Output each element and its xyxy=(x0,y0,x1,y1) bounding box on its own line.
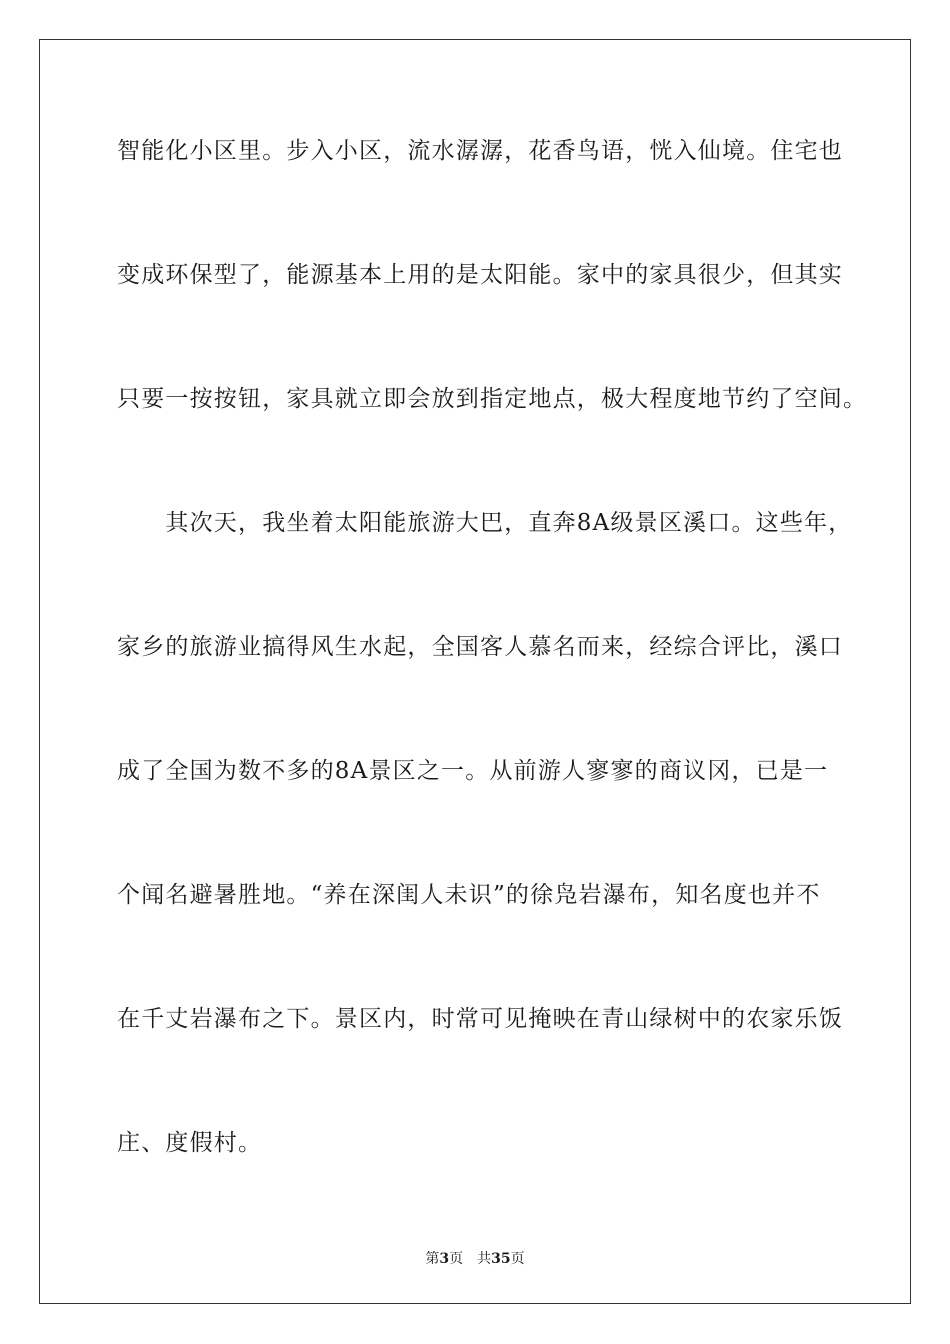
page-prefix: 第 xyxy=(425,1251,440,1267)
text-line-2: 变成环保型了，能源基本上用的是太阳能。家中的家具很少，但其实 xyxy=(117,262,843,288)
text-line-5: 家乡的旅游业搞得风生水起，全国客人慕名而来，经综合评比，溪口 xyxy=(117,634,843,660)
text-line-8: 在千丈岩瀑布之下。景区内，时常可见掩映在青山绿树中的农家乐饭 xyxy=(117,1006,843,1032)
text-line-4: 其次天，我坐着太阳能旅游大巴，直奔8A级景区溪口。这些年， xyxy=(117,510,853,536)
page-suffix: 页 xyxy=(449,1251,464,1267)
page-number: 3 xyxy=(439,1251,450,1267)
text-line-3: 只要一按按钮，家具就立即会放到指定地点，极大程度地节约了空间。 xyxy=(117,386,868,412)
text-line-6: 成了全国为数不多的8A景区之一。从前游人寥寥的商议冈，已是一 xyxy=(117,758,829,784)
text-line-9: 庄、度假村。 xyxy=(117,1130,263,1156)
page-border xyxy=(39,39,911,1304)
total-pages: 35 xyxy=(491,1251,511,1267)
total-suffix: 页 xyxy=(510,1251,525,1267)
text-line-7: 个闻名避暑胜地。“养在深闺人未识”的徐凫岩瀑布，知名度也并不 xyxy=(117,882,821,908)
total-prefix: 共 xyxy=(477,1251,492,1267)
text-line-1: 智能化小区里。步入小区，流水潺潺，花香鸟语，恍入仙境。住宅也 xyxy=(117,138,843,164)
page-footer xyxy=(0,1250,950,1268)
